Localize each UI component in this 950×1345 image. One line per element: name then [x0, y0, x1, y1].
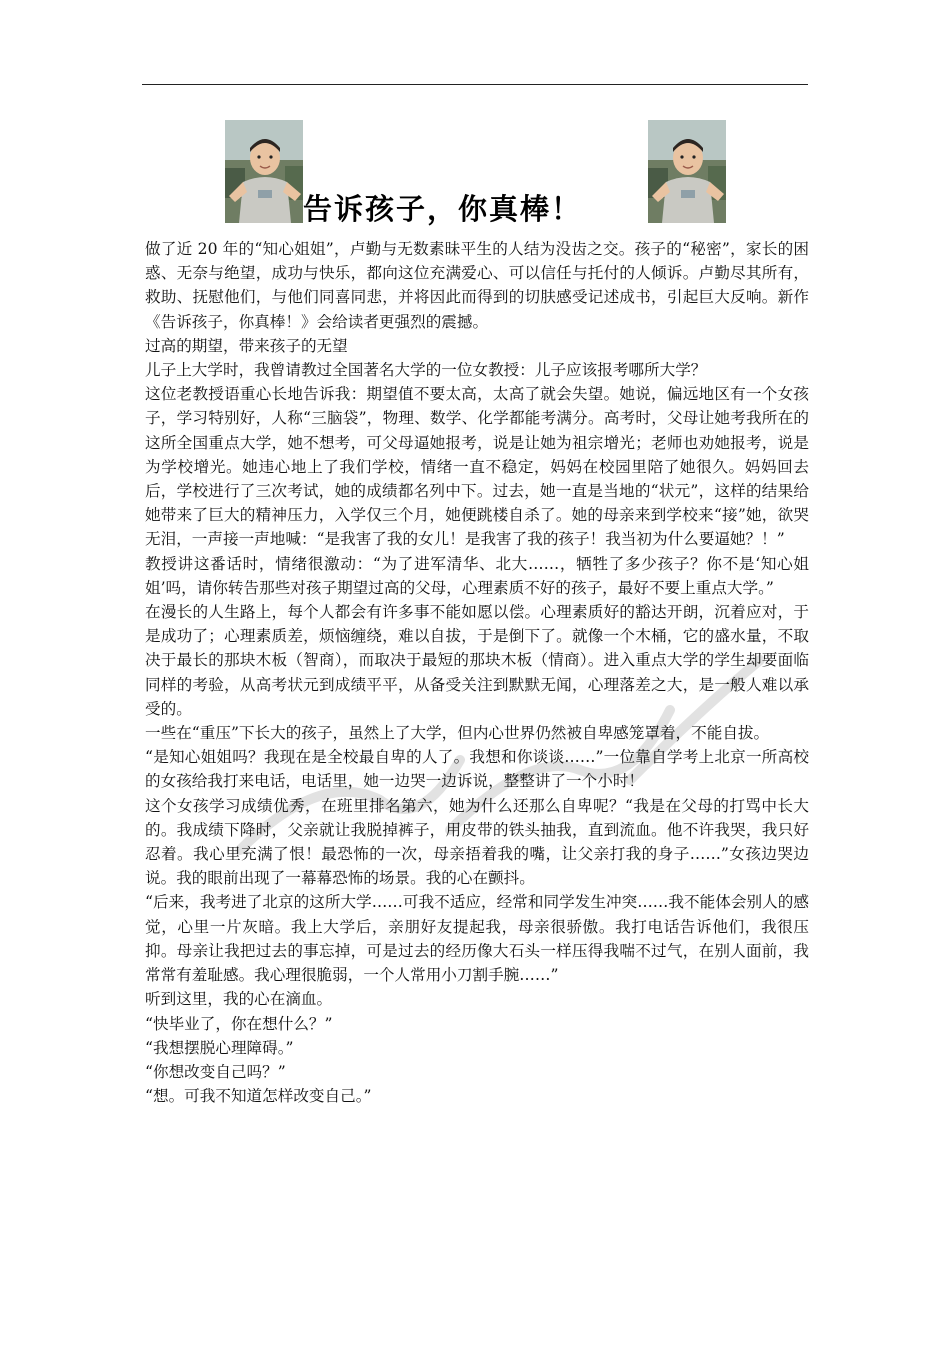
- boy-photo-icon: [225, 120, 303, 223]
- dialogue-line: “我想摆脱心理障碍。”: [145, 1038, 294, 1057]
- paragraph: “后来，我考进了北京的这所大学……可我不适应，经常和同学发生冲突……我不能体会别人的感觉，心里一片灰暗。我上大学后，亲朋好友提起我，母亲很骄傲。我打电话告诉他们，我很压抑。母亲让我把过去的事忘掉，可是过去的经历像大石头一样压得我喘不过气，在别人面前，我常常有羞耻感。我心理很脆弱，一个人常用小刀割手腕……”: [145, 893, 809, 985]
- boy-photo-right: [648, 120, 726, 223]
- dialogue-line: “想。可我不知道怎样改变自己。”: [145, 1087, 372, 1106]
- page-title: 告诉孩子，你真棒！: [303, 192, 583, 226]
- header-rule: [142, 84, 808, 85]
- paragraph: 这个女孩学习成绩优秀，在班里排名第六，她为什么还那么自卑呢？“我是在父母的打骂中长大的。我成绩下降时，父亲就让我脱掉裤子，用皮带的铁头抽我，直到流血。他不许我哭，我只好忍着。我心里充满了恨！最恐怖的一次，母亲捂着我的嘴，让父亲打我的身子……”女孩边哭边说。我的眼前出现了一幕幕恐怖的场景。我的心在颤抖。: [145, 796, 809, 888]
- paragraph: 一些在“重压”下长大的孩子，虽然上了大学，但内心世界仍然被自卑感笼罩着，不能自拔。: [145, 724, 770, 743]
- dialogue-line: “你想改变自己吗？”: [145, 1062, 286, 1081]
- boy-photo-icon: [648, 120, 726, 223]
- paragraph: “是知心姐姐吗？我现在是全校最自卑的人了。我想和你谈谈……”一位靠自学考上北京一所高校的女孩给我打来电话，电话里，她一边哭一边诉说，整整讲了一个小时！: [145, 748, 809, 791]
- boy-photo-left: [225, 120, 303, 223]
- paragraph: 这位老教授语重心长地告诉我：期望值不要太高，太高了就会失望。她说，偏远地区有一个女孩子，学习特别好，人称“三脑袋”，物理、数学、化学都能考满分。高考时，父母让她考我所在的这所全国重点大学，她不想考，可父母逼她报考，说是让她为祖宗增光；老师也劝她报考，说是为学校增光。她违心地上了我们学校，情绪一直不稳定，妈妈在校园里陪了她很久。妈妈回去后，学校进行了三次考试，她的成绩都名列中下。过去，她一直是当地的“状元”，这样的结果给她带来了巨大的精神压力，入学仅三个月，她便跳楼自杀了。她的母亲来到学校来“接”她，欲哭无泪，一声接一声地喊：“是我害了我的女儿！是我害了我的孩子！我当初为什么要逼她？！”: [145, 385, 809, 549]
- paragraph: 做了近 20 年的“知心姐姐”，卢勤与无数素昧平生的人结为没齿之交。孩子的“秘密”，家长的困惑、无奈与绝望，成功与快乐，都向这位充满爱心、可以信任与托付的人倾诉。卢勤尽其所有，救助、抚慰他们，与他们同喜同悲，并将因此而得到的切肤感受记述成书，引起巨大反响。新作《告诉孩子，你真棒！》会给读者更强烈的震撼。: [145, 240, 809, 331]
- dialogue-line: “快毕业了，你在想什么？”: [145, 1014, 333, 1033]
- paragraph: 在漫长的人生路上，每个人都会有许多事不能如愿以偿。心理素质好的豁达开朗，沉着应对，于是成功了；心理素质差，烦恼缠绕，难以自拔，于是倒下了。就像一个木桶，它的盛水量，不取决于最长的那块木板（智商），而取决于最短的那块木板（情商）。进入重点大学的学生却要面临同样的考验，从高考状元到成绩平平，从备受关注到默默无闻，心理落差之大，是一般人难以承受的。: [145, 603, 809, 718]
- section-heading: 过高的期望，带来孩子的无望: [145, 336, 348, 355]
- paragraph: 儿子上大学时，我曾请教过全国著名大学的一位女教授：儿子应该报考哪所大学？: [145, 361, 707, 380]
- paragraph: 教授讲这番话时，情绪很激动：“为了进军清华、北大……，牺牲了多少孩子？你不是‘知心姐姐’吗，请你转告那些对孩子期望过高的父母，心理素质不好的孩子，最好不要上重点大学。”: [145, 554, 809, 597]
- paragraph: 听到这里，我的心在滴血。: [145, 990, 333, 1009]
- article-body: [145, 237, 809, 1108]
